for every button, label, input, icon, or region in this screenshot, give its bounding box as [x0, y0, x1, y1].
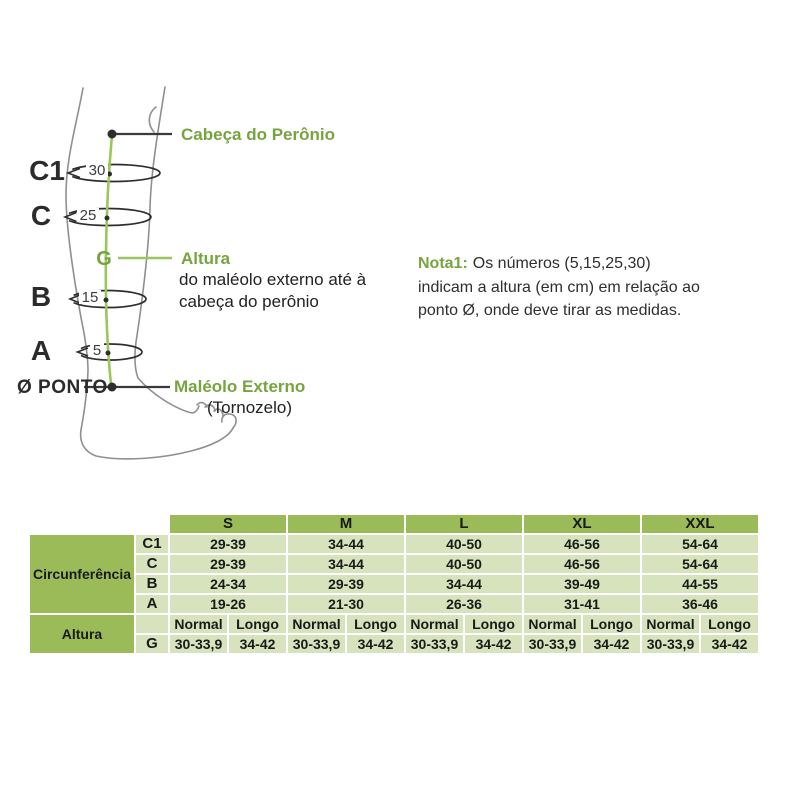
- table-row-b: [30, 575, 758, 593]
- knee-crease: [149, 107, 156, 132]
- size-table: [28, 513, 760, 655]
- point-label-a: A: [30, 335, 52, 366]
- c-xl: 46-56: [524, 555, 640, 573]
- size-header-xl: XL: [524, 515, 640, 533]
- c-cross-dot: [105, 216, 110, 221]
- g-l-long: 34-42: [465, 635, 522, 653]
- a-xxl: 36-46: [642, 595, 758, 613]
- g-l-normal: 30-33,9: [406, 635, 463, 653]
- table-row-variants: [30, 615, 758, 633]
- l-long-label: Longo: [465, 615, 522, 633]
- a-xl: 31-41: [524, 595, 640, 613]
- table-row-c: [30, 555, 758, 573]
- c-s: 29-39: [170, 555, 286, 573]
- note-label: Nota1:: [418, 255, 468, 272]
- a-cross-dot: [106, 351, 111, 356]
- row-label-c1: C1: [136, 535, 168, 553]
- height-number-c: 25: [79, 207, 97, 224]
- g-xl-normal: 30-33,9: [524, 635, 581, 653]
- table-corner-blank: [30, 515, 168, 533]
- b-cross-dot: [104, 298, 109, 303]
- malleolus-sublabel: (Tornozelo): [207, 398, 293, 417]
- table-row-a: [30, 595, 758, 613]
- note-line-2: indicam a altura (em cm) em relação ao: [418, 278, 700, 296]
- b-l: 34-44: [406, 575, 522, 593]
- note-line1-text: Os números (5,15,25,30): [472, 255, 651, 272]
- c1-xxl: 54-64: [642, 535, 758, 553]
- g-xl-long: 34-42: [583, 635, 640, 653]
- s-long-label: Longo: [229, 615, 286, 633]
- m-normal-label: Normal: [288, 615, 345, 633]
- fibula-head-dot: [108, 130, 117, 139]
- xl-long-label: Longo: [583, 615, 640, 633]
- b-m: 29-39: [288, 575, 404, 593]
- size-header-l: L: [406, 515, 522, 533]
- c-m: 34-44: [288, 555, 404, 573]
- circumference-ellipse-c1: [72, 165, 160, 182]
- leg-measurement-diagram: [0, 70, 420, 470]
- altura-desc-line1: do maléolo externo até à: [179, 270, 367, 289]
- size-header-m: M: [288, 515, 404, 533]
- row-label-c: C: [136, 555, 168, 573]
- ellipse-arrow-c1: [68, 169, 80, 178]
- height-group-label: Altura: [30, 615, 134, 653]
- row-label-g: G: [136, 635, 168, 653]
- point-label-ponto: Ø PONTO: [17, 377, 108, 398]
- point-label-c1: C1: [29, 155, 65, 186]
- a-s: 19-26: [170, 595, 286, 613]
- note-line-3: ponto Ø, onde deve tirar as medidas.: [418, 302, 682, 319]
- g-xxl-normal: 30-33,9: [642, 635, 699, 653]
- note-line-1: [418, 252, 708, 276]
- altura-desc-line2: cabeça do perônio: [179, 292, 319, 311]
- a-m: 21-30: [288, 595, 404, 613]
- row-label-a: A: [136, 595, 168, 613]
- b-xl: 39-49: [524, 575, 640, 593]
- malleolus-label: Maléolo Externo: [174, 377, 306, 396]
- note-block: [418, 252, 708, 323]
- foot-outline-bottom: [81, 428, 233, 459]
- height-number-b: 15: [81, 289, 99, 306]
- point-label-b: B: [30, 281, 52, 312]
- a-l: 26-36: [406, 595, 522, 613]
- size-header-s: S: [170, 515, 286, 533]
- c1-xl: 46-56: [524, 535, 640, 553]
- height-number-a: 5: [92, 342, 102, 359]
- xl-normal-label: Normal: [524, 615, 581, 633]
- g-m-long: 34-42: [347, 635, 404, 653]
- fibula-head-label: Cabeça do Perônio: [181, 125, 335, 144]
- c1-l: 40-50: [406, 535, 522, 553]
- row-label-b: B: [136, 575, 168, 593]
- point-label-c: C: [30, 200, 52, 231]
- xxl-normal-label: Normal: [642, 615, 699, 633]
- g-m-normal: 30-33,9: [288, 635, 345, 653]
- table-row-c1: [30, 535, 758, 553]
- malleolus-dot: [108, 383, 117, 392]
- g-s-normal: 30-33,9: [170, 635, 227, 653]
- leg-outline-right: [135, 87, 165, 378]
- l-normal-label: Normal: [406, 615, 463, 633]
- m-long-label: Longo: [347, 615, 404, 633]
- xxl-long-label: Longo: [701, 615, 758, 633]
- c-xxl: 54-64: [642, 555, 758, 573]
- altura-title: Altura: [181, 249, 231, 268]
- circumference-group-label: Circunferência: [30, 535, 134, 613]
- g-xxl-long: 34-42: [701, 635, 758, 653]
- table-row-g: [30, 635, 758, 653]
- s-normal-label: Normal: [170, 615, 227, 633]
- c1-s: 29-39: [170, 535, 286, 553]
- g-s-long: 34-42: [229, 635, 286, 653]
- height-number-c1: 30: [88, 162, 106, 179]
- c-l: 40-50: [406, 555, 522, 573]
- point-label-g: G: [96, 248, 112, 270]
- b-xxl: 44-55: [642, 575, 758, 593]
- b-s: 24-34: [170, 575, 286, 593]
- size-header-row: [30, 515, 758, 533]
- size-header-xxl: XXL: [642, 515, 758, 533]
- c1-m: 34-44: [288, 535, 404, 553]
- variant-row-blank: [136, 615, 168, 633]
